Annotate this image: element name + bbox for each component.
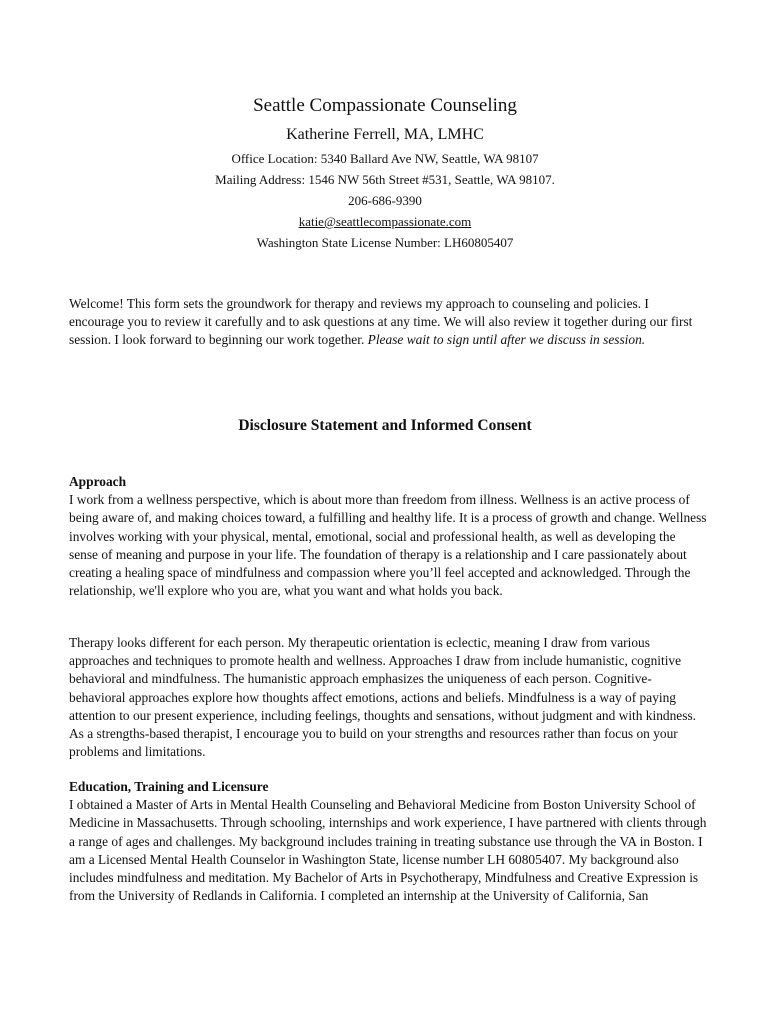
approach-paragraph-1: I work from a wellness perspective, which is about more than freedom from illness. Wellness is an active process of being aware of, and making choices toward, a fulfilling and healthy life. It is a process of growth and change. Wellness involves working with your physical, mental, emotional, social and professional health, as well as developing the sense of meaning and purpose in your life. The foundation of therapy is a relationship and I care passionately about creating a healing space of mindfulness and compassion where you’ll feel accepted and acknowledged. Through the relationship, we'll explore who you are, what you want and what holds you back. [69, 492, 707, 599]
intro-italic-note: Please wait to sign until after we discuss in session. [367, 332, 646, 348]
education-heading: Education, Training and Licensure [69, 779, 269, 794]
intro-paragraph [69, 295, 707, 350]
phone-number: 206-686-9390 [348, 193, 422, 208]
approach-heading: Approach [69, 474, 127, 489]
therapist-name: Katherine Ferrell, MA, LMHC [286, 126, 484, 143]
organization-name: Seattle Compassionate Counseling [253, 95, 517, 116]
office-location: Office Location: 5340 Ballard Ave NW, Seattle, WA 98107 [231, 151, 539, 166]
approach-section [69, 473, 707, 600]
intro-text: Welcome! This form sets the groundwork for therapy and reviews my approach to counseling and policies. I encourage you to review it carefully and to ask questions at any time. We will also review it together during our first session. I look forward to beginning our work together. [69, 296, 693, 348]
license-number: Washington State License Number: LH60805407 [256, 235, 514, 250]
letterhead [0, 92, 770, 253]
education-paragraph-1: I obtained a Master of Arts in Mental Health Counseling and Behavioral Medicine from Boston University School of Medicine in Massachusetts. Through schooling, internships and work experience, I have partnered with clients through a range of ages and challenges. My background includes training in treating substance use through the VA in Boston. I am a Licensed Mental Health Counselor in Washington State, license number LH 60805407. My background also includes mindfulness and meditation. My Bachelor of Arts in Psychotherapy, Mindfulness and Creative Expression is from the University of Redlands in California. I completed an internship at the University of California, San [69, 797, 707, 904]
approach-paragraph-2: Therapy looks different for each person. My therapeutic orientation is eclectic, meaning I draw from various approaches and techniques to promote health and wellness. Approaches I draw from include humanistic, cognitive behavioral and mindfulness. The humanistic approach emphasizes the uniqueness of each person. Cognitive-behavioral approaches explore how thoughts affect emotions, actions and beliefs. Mindfulness is a way of paying attention to our present experience, including feelings, thoughts and sensations, without judgment and with kindness. As a strengths-based therapist, I encourage you to build on your strengths and resources rather than focus on your problems and limitations. [69, 635, 697, 760]
mailing-address: Mailing Address: 1546 NW 56th Street #531, Seattle, WA 98107. [215, 172, 555, 187]
email-link[interactable]: katie@seattlecompassionate.com [298, 214, 472, 229]
therapy-section [69, 634, 707, 761]
education-section [69, 778, 707, 905]
document-title: Disclosure Statement and Informed Consent [238, 417, 532, 434]
